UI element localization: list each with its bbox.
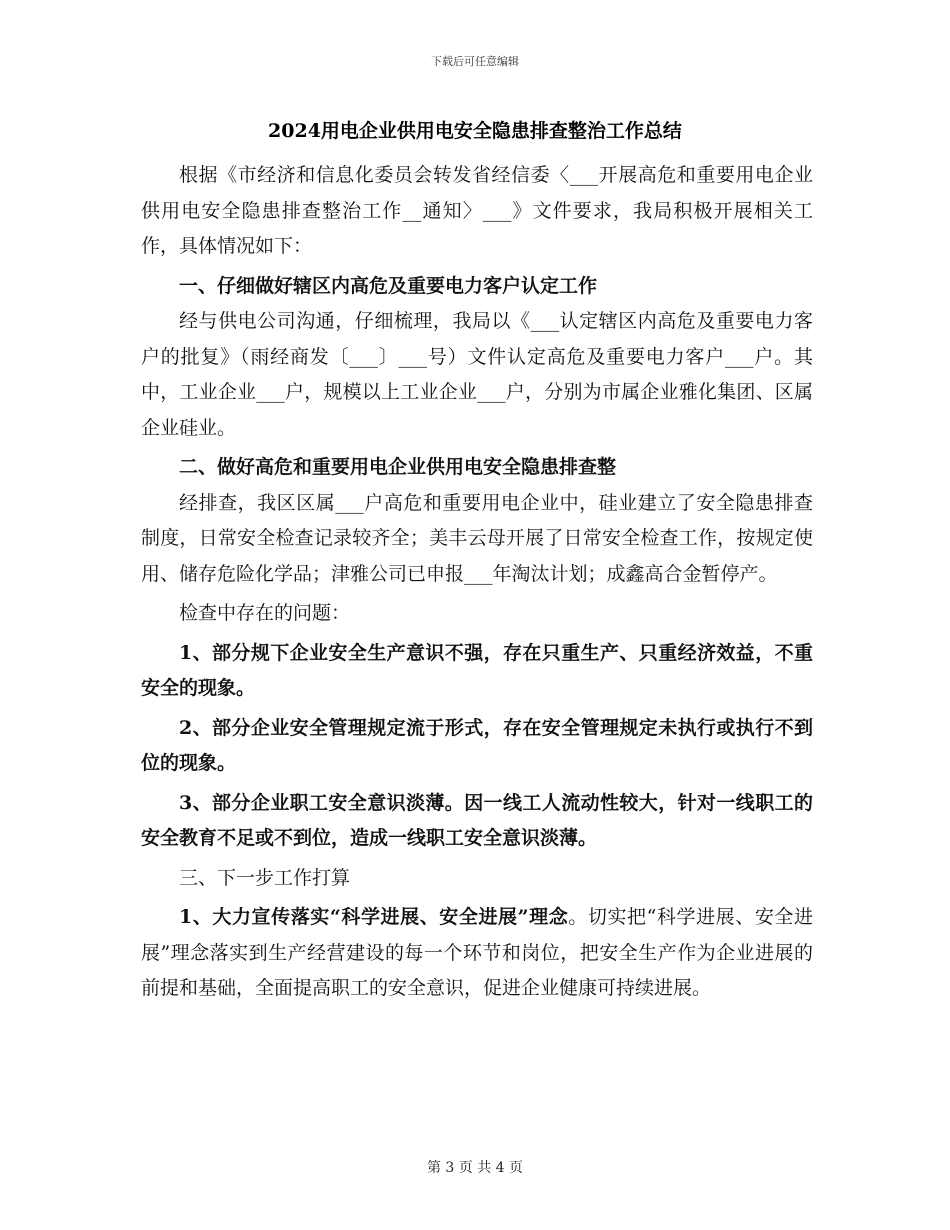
page-header-note: 下载后可任意编辑 (431, 55, 519, 68)
section-heading-1: 一、仔细做好辖区内高危及重要电力客户认定工作 (179, 274, 598, 297)
problem-item-3: 3、部分企业职工安全意识淡薄。因一线工人流动性较大，针对一线职工的安全教育不足或不到位，造成一线职工安全意识淡薄。 (141, 791, 813, 849)
plan-item-1 (141, 900, 813, 1007)
document-title: 2024用电企业供用电安全隐患排查整治工作总结 (268, 120, 682, 142)
section-2-paragraph: 经排查，我区区属___户高危和重要用电企业中，硅业建立了安全隐患排查制度，日常安全检查记录较齐全；美丰云母开展了日常安全检查工作，按规定使用、储存危险化学品；津雅公司已申报___年淘汰计划；成鑫高合金暂停产。 (141, 491, 813, 585)
section-heading-3: 三、下一步工作打算 (179, 866, 351, 889)
section-1-paragraph: 经与供电公司沟通，仔细梳理，我局以《___认定辖区内高危及重要电力客户的批复》（雨经商发〔___〕___号）文件认定高危及重要电力客户___户。其中，工业企业___户，规模以上工业企业___户，分别为市属企业雅化集团、区属企业硅业。 (141, 310, 813, 439)
problems-heading: 检查中存在的问题： (179, 602, 351, 624)
plan-item-1-lead: 1、大力宣传落实“科学进展、安全进展”理念 (179, 906, 569, 928)
problem-item-1: 1、部分规下企业安全生产意识不强，存在只重生产、只重经济效益，不重安全的现象。 (141, 641, 813, 699)
page-number: 第 3 页 共 4 页 (426, 1160, 524, 1176)
section-heading-2: 二、做好高危和重要用电企业供用电安全隐患排查整 (179, 456, 617, 478)
problem-item-2: 2、部分企业安全管理规定流于形式，存在安全管理规定未执行或执行不到位的现象。 (141, 716, 813, 774)
plan-item-1-text: 。切实把“科学进展、安全进展”理念落实到生产经营建设的每一个环节和岗位，把安全生产作为企业进展的前提和基础，全面提高职工的安全意识，促进企业健康可持续进展。 (141, 906, 813, 999)
document-body (141, 158, 813, 1007)
intro-paragraph: 根据《市经济和信息化委员会转发省经信委〈___开展高危和重要用电企业供用电安全隐患排查整治工作__通知〉___》文件要求，我局积极开展相关工作，具体情况如下： (141, 164, 813, 257)
